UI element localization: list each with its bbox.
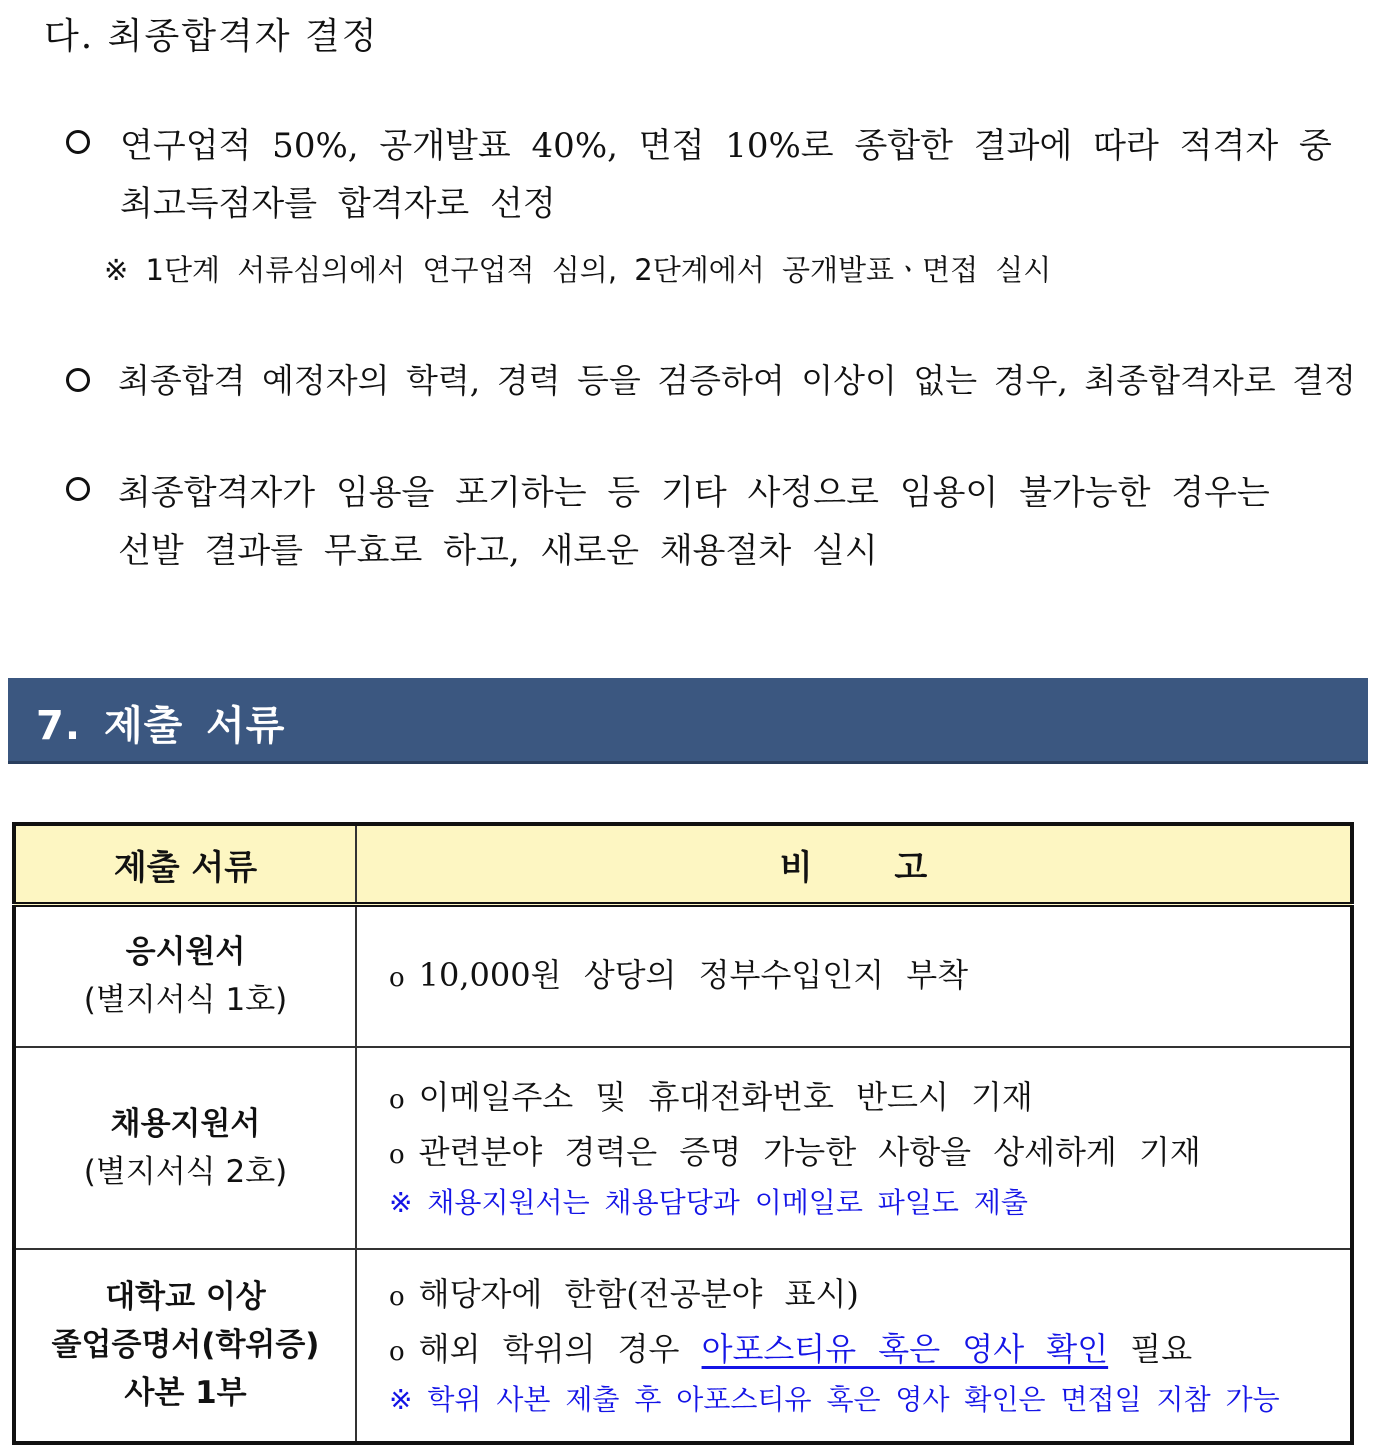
remark-line xyxy=(389,1268,1349,1323)
bullet-marker: o xyxy=(389,1282,405,1312)
header-remarks: 비 고 xyxy=(356,824,1352,905)
remark-line xyxy=(389,1323,1349,1378)
doc-name-line-2: 졸업증명서(학위증) xyxy=(51,1327,320,1363)
remark-note: ※ 학위 사본 제출 후 아포스티유 혹은 영사 확인은 면접일 지참 가능 xyxy=(389,1383,1280,1416)
doc-name: 응시원서 xyxy=(125,934,246,971)
table-header-row xyxy=(14,824,1352,905)
table-row xyxy=(14,1047,1352,1249)
remark-line xyxy=(389,949,1349,1004)
remarks-cell xyxy=(356,1047,1352,1249)
doc-form: (별지서식 1호) xyxy=(83,982,288,1019)
doc-name: 채용지원서 xyxy=(110,1105,261,1142)
remark-text: 10,000원 상당의 정부수입인지 부착 xyxy=(418,955,969,994)
remark-text: 관련분야 경력은 증명 가능한 사항을 상세하게 기재 xyxy=(418,1132,1201,1171)
section-banner xyxy=(8,678,1368,764)
remark-text: 이메일주소 및 휴대전화번호 반드시 기재 xyxy=(418,1077,1033,1116)
doc-name-line-1: 대학교 이상 xyxy=(105,1279,266,1315)
remark-line xyxy=(389,1126,1349,1181)
bullet-marker: o xyxy=(389,962,405,993)
doc-cell xyxy=(14,1249,356,1443)
doc-form: (별지서식 2호) xyxy=(83,1153,288,1190)
subsection-title: 다. 최종합격자 결정 xyxy=(44,16,379,57)
note-review-stages: ※ 1단계 서류심의에서 연구업적 심의, 2단계에서 공개발표ㆍ면접 실시 xyxy=(104,253,1052,287)
paragraph-1-line-1: 연구업적 50%, 공개발표 40%, 면접 10%로 종합한 결과에 따라 적격자 중 xyxy=(120,126,1332,166)
bullet-marker: o xyxy=(389,1084,405,1115)
remark-line xyxy=(389,1071,1349,1126)
circle-bullet-icon xyxy=(66,368,90,392)
bullet-marker: o xyxy=(389,1139,405,1170)
doc-cell xyxy=(14,905,356,1047)
remark-text-suffix: 필요 xyxy=(1130,1330,1193,1368)
remarks-cell xyxy=(356,1249,1352,1443)
paragraph-3-line-1: 최종합격자가 임용을 포기하는 등 기타 사정으로 임용이 불가능한 경우는 xyxy=(118,473,1270,513)
circle-bullet-icon xyxy=(66,477,90,501)
doc-name-line-3: 사본 1부 xyxy=(124,1375,247,1411)
header-documents: 제출 서류 xyxy=(14,824,356,905)
remark-text: 해당자에 한함(전공분야 표시) xyxy=(418,1275,859,1313)
remarks-cell xyxy=(356,905,1352,1047)
remark-text-prefix: 해외 학위의 경우 xyxy=(418,1330,680,1368)
table-row xyxy=(14,1249,1352,1443)
bullet-marker: o xyxy=(389,1337,405,1367)
remark-note: ※ 채용지원서는 채용담당과 이메일로 파일도 제출 xyxy=(389,1185,1028,1219)
table-row xyxy=(14,905,1352,1047)
paragraph-1-line-2: 최고득점자를 합격자로 선정 xyxy=(120,184,556,224)
paragraph-3-line-2: 선발 결과를 무효로 하고, 새로운 채용절차 실시 xyxy=(118,531,878,571)
documents-table xyxy=(12,822,1354,1445)
circle-bullet-icon xyxy=(66,130,90,154)
remark-highlight: 아포스티유 혹은 영사 확인 xyxy=(701,1330,1109,1368)
section-title: 7. 제출 서류 xyxy=(36,703,286,749)
paragraph-2-line-1: 최종합격 예정자의 학력, 경력 등을 검증하여 이상이 없는 경우, 최종합격자로 결정 xyxy=(118,361,1356,400)
doc-cell xyxy=(14,1047,356,1249)
